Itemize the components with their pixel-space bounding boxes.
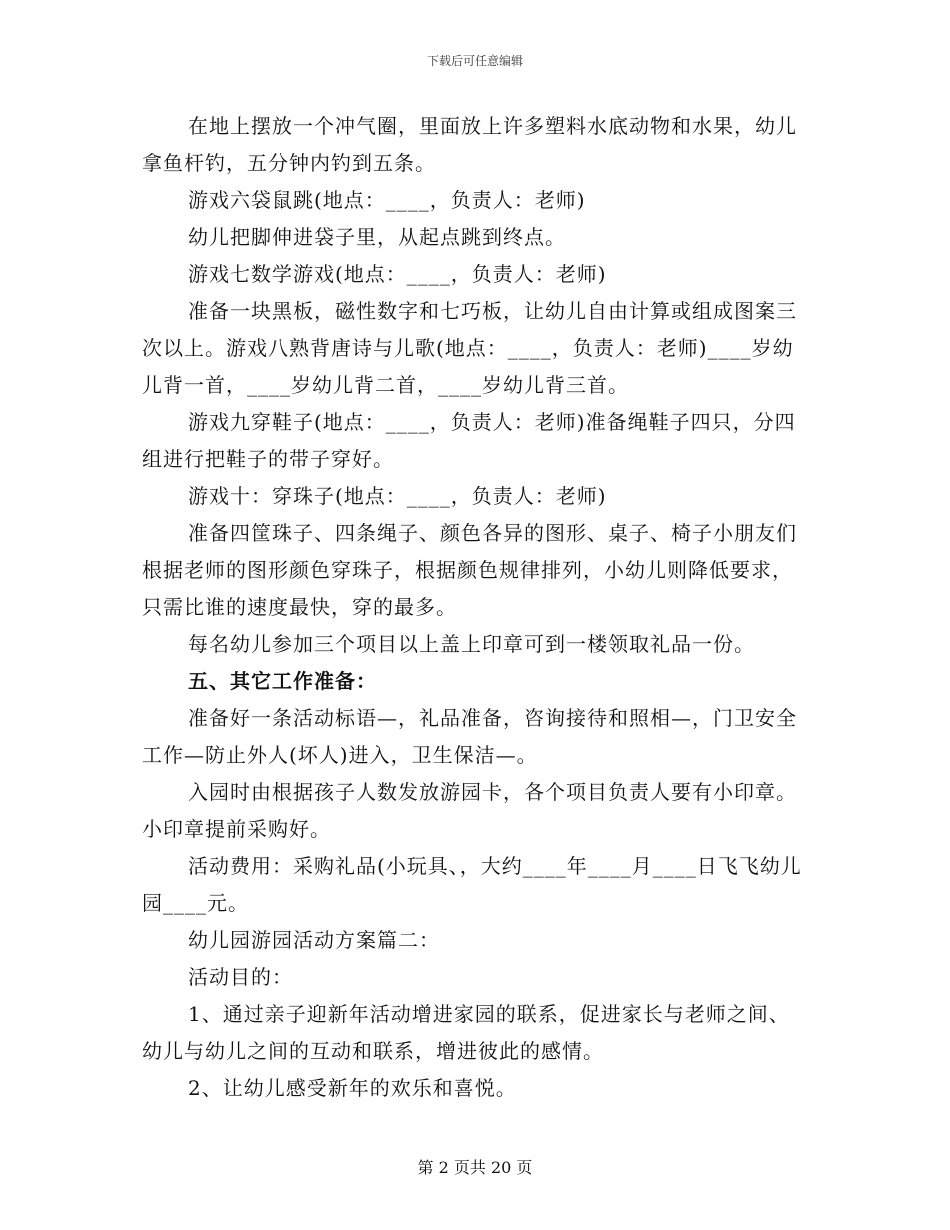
paragraph-game-seven-eight: 准备一块黑板，磁性数字和七巧板，让幼儿自由计算或组成图案三次以上。游戏八熟背唐诗与儿歌(地点：____，负责人：老师)____岁幼儿背一首，____岁幼儿背二首，____岁幼儿背三首。: [142, 299, 797, 397]
paragraph-prep-tasks: 准备好一条活动标语—，礼品准备，咨询接待和照相—，门卫安全工作—防止外人(坏人)进入，卫生保洁—。: [142, 706, 797, 767]
paragraph-plan-two-title: 幼儿园游园活动方案篇二：: [188, 928, 440, 952]
paragraph-game-ten-desc: 准备四筐珠子、四条绳子、颜色各异的图形、桌子、椅子小朋友们根据老师的图形颜色穿珠子，根据颜色规律排列，小幼儿则降低要求，只需比谁的速度最快，穿的最多。: [142, 521, 797, 619]
document-body: [142, 108, 806, 1107]
paragraph-game-ten-title: 游戏十：穿珠子(地点：____，负责人：老师): [188, 484, 607, 508]
paragraph-game-six-title: 游戏六袋鼠跳(地点：____，负责人：老师): [188, 188, 586, 212]
paragraph-prize-rule: 每名幼儿参加三个项目以上盖上印章可到一楼领取礼品一份。: [188, 632, 755, 656]
paragraph-game-seven-title: 游戏七数学游戏(地点：____，负责人：老师): [188, 262, 607, 286]
page-footer: 第 2 页共 20 页: [417, 1158, 533, 1177]
paragraph-game-six-desc: 幼儿把脚伸进袋子里，从起点跳到终点。: [188, 225, 566, 249]
section-heading-other-prep: 五、其它工作准备：: [188, 669, 377, 693]
paragraph-entry-cards: 入园时由根据孩子人数发放游园卡，各个项目负责人要有小印章。小印章提前采购好。: [142, 780, 797, 841]
paragraph-activity-cost: 活动费用：采购礼品(小玩具、，大约____年____月____日飞飞幼儿园____元。: [142, 854, 802, 915]
paragraph-purpose-one: 1、通过亲子迎新年活动增进家园的联系，促进家长与老师之间、幼儿与幼儿之间的互动和联系，增进彼此的感情。: [142, 1002, 790, 1063]
paragraph-game-nine: 游戏九穿鞋子(地点：____，负责人：老师)准备绳鞋子四只，分四组进行把鞋子的带子穿好。: [142, 410, 796, 471]
paragraph-purpose-two: 2、让幼儿感受新年的欢乐和喜悦。: [188, 1076, 517, 1100]
paragraph-fishing-game: 在地上摆放一个冲气圈，里面放上许多塑料水底动物和水果，幼儿拿鱼杆钓，五分钟内钓到五条。: [142, 114, 797, 175]
page-header: 下载后可任意编辑: [426, 54, 523, 68]
paragraph-purpose-heading: 活动目的：: [188, 965, 293, 989]
